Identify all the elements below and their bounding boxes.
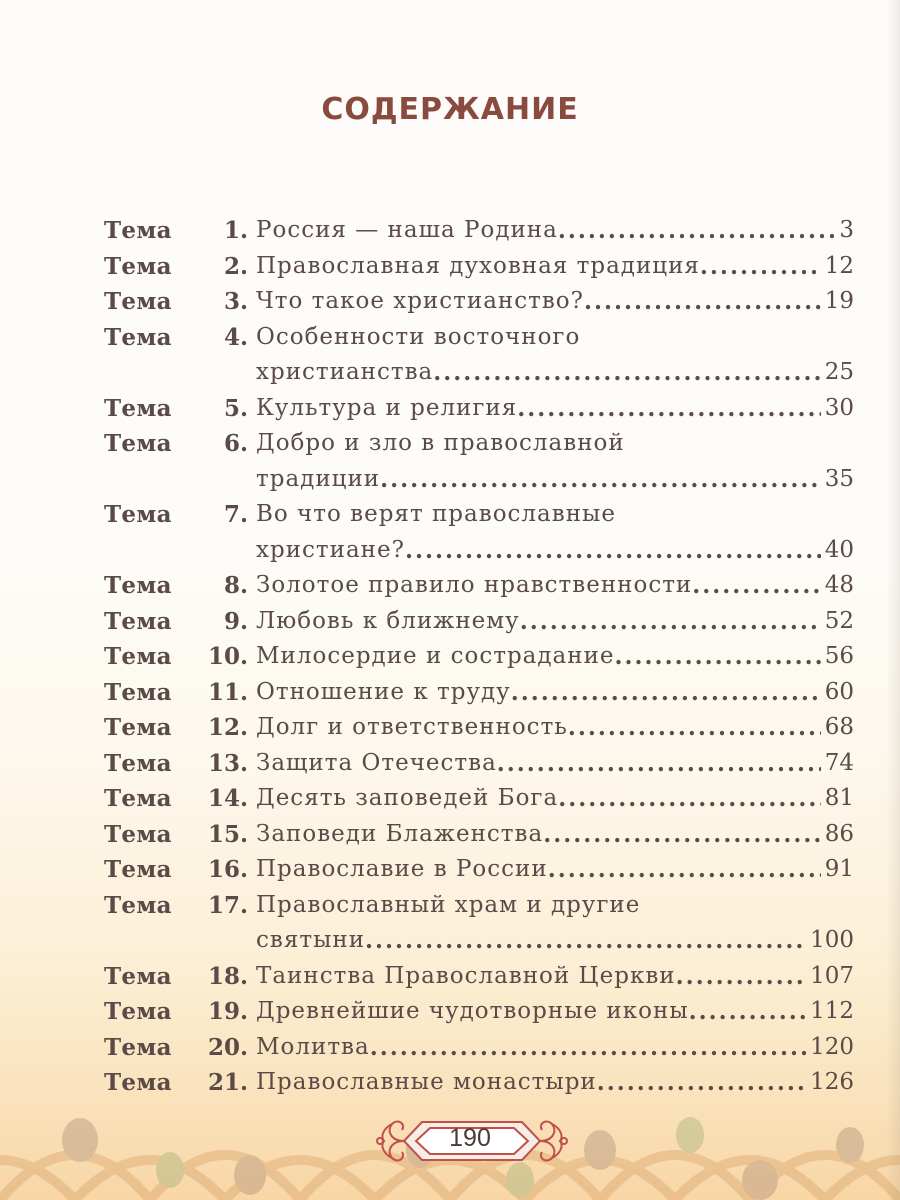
topic-label: Тема [104,394,172,422]
topic-title-line [256,284,821,320]
topic-title: Православный храм и другие [256,891,641,918]
topic-title-line [256,1030,806,1066]
page-ref: 3 [839,217,854,243]
topic-number-spacer [184,462,256,498]
topic-number-spacer [184,533,256,569]
topic-title-line [256,320,854,356]
page-ref: 91 [824,856,854,882]
dot-leader [511,675,821,711]
topic-number: 11. [207,678,248,706]
topic-number: 19. [207,998,248,1025]
page-ref: 56 [824,643,854,669]
topic-number: 14. [207,785,248,812]
toc-entry[interactable] [104,781,854,817]
topic-title: Что такое христианство? [256,288,584,314]
dot-leader [548,852,821,888]
page-ref: 112 [810,998,854,1024]
topic-label: Тема [104,607,172,635]
topic-number-spacer [184,923,256,959]
topic-title: Десять заповедей Бога [256,785,559,811]
topic-label: Тема [104,749,172,777]
topic-title: Молитва [256,1033,370,1060]
topic-number: 7. [223,501,248,528]
topic-number: 16. [207,856,248,883]
page-ref: 81 [824,785,854,811]
toc-entry[interactable] [104,888,854,924]
table-of-contents [104,213,854,1101]
topic-number: 15. [207,820,248,848]
topic-title: Древнейшие чудотворные иконы [256,998,689,1024]
page-ref: 120 [810,1033,854,1060]
topic-label: Тема [104,323,172,351]
topic-label-spacer [104,462,184,498]
topic-title-line [256,746,821,782]
page-ref: 74 [824,749,854,776]
page-ref: 48 [824,572,854,598]
dot-leader [365,923,806,959]
topic-title-line [256,710,821,746]
topic-number: 21. [207,1069,248,1096]
dot-leader [517,391,820,427]
topic-title-line [256,426,854,462]
dot-leader [558,781,821,817]
topic-title-line [256,639,821,675]
dot-leader [700,249,821,285]
topic-label: Тема [104,1033,172,1061]
toc-entry[interactable] [104,568,854,604]
topic-label: Тема [104,501,172,528]
topic-number: 1. [223,217,248,244]
toc-entry[interactable] [104,675,854,711]
topic-label-spacer [104,923,184,959]
topic-title: Православная духовная традиция [256,252,700,279]
topic-label: Тема [104,714,172,741]
topic-title-line [256,817,821,853]
dot-leader [676,959,806,995]
topic-title: Особенности восточного [256,323,581,350]
page-edge-shadow [886,0,900,1200]
topic-title-line [256,604,821,640]
topic-label: Тема [104,217,172,244]
toc-entry[interactable] [104,852,854,888]
topic-number: 3. [223,288,248,315]
page-ref: 30 [824,394,854,421]
topic-title: Россия — наша Родина [256,217,558,243]
toc-entry[interactable] [104,994,854,1030]
topic-number: 18. [207,962,248,990]
toc-entry[interactable] [104,320,854,356]
topic-title-line [256,781,821,817]
topic-label: Тема [104,891,172,919]
toc-entry-continuation[interactable] [104,533,854,569]
topic-title-continued: христиане? [256,536,405,563]
topic-title-line [256,249,821,285]
topic-number: 20. [207,1033,248,1061]
topic-title: Защита Отечества [256,749,497,776]
toc-entry-continuation[interactable] [104,923,854,959]
topic-title: Долг и ответственность [256,714,568,740]
topic-number: 5. [223,394,248,422]
toc-entry[interactable] [104,604,854,640]
topic-title-line [256,391,821,427]
page-ref: 68 [824,714,854,740]
topic-title: Православие в России [256,856,548,882]
page-ref: 60 [824,678,854,705]
topic-number: 9. [223,607,248,635]
toc-entry[interactable] [104,639,854,675]
dot-leader [433,355,820,391]
topic-title: Золотое правило нравственности [256,572,693,598]
topic-title-line [256,923,806,959]
dot-leader [380,462,821,498]
topic-number: 10. [207,643,248,670]
topic-title-continued: христианства [256,359,434,385]
topic-title: Отношение к труду [256,678,511,705]
toc-entry[interactable] [104,959,854,995]
toc-entry[interactable] [104,710,854,746]
topic-title-line [256,852,821,888]
topic-label: Тема [104,1069,172,1096]
topic-number: 8. [223,572,248,599]
topic-title-line [256,959,806,995]
topic-title: Православные монастыри [256,1069,597,1095]
topic-title: Во что верят православные [256,501,616,527]
topic-title-line [256,888,854,924]
dot-leader [568,710,821,746]
toc-entry[interactable] [104,817,854,853]
topic-label: Тема [104,572,172,599]
page-ref: 107 [810,962,854,989]
topic-title-continued: святыни [256,927,366,953]
topic-label: Тема [104,678,172,706]
topic-title: Милосердие и сострадание [256,643,615,669]
dot-leader [584,284,821,320]
topic-number: 13. [207,749,248,777]
topic-label: Тема [104,643,172,670]
topic-number: 2. [223,252,248,280]
topic-number: 6. [223,430,248,457]
topic-title: Добро и зло в православной [256,430,625,456]
page-ref: 25 [824,359,854,385]
page-ref: 40 [824,536,854,563]
dot-leader [370,1030,806,1066]
page-number: 190 [449,1124,491,1152]
toc-entry-continuation[interactable] [104,355,854,391]
topic-number-spacer [184,355,256,391]
page-ref: 86 [824,820,854,847]
toc-entry[interactable] [104,497,854,533]
topic-number: 17. [207,891,248,919]
topic-label: Тема [104,856,172,883]
page-ref: 126 [810,1069,854,1095]
toc-entry[interactable] [104,1030,854,1066]
page-ref: 35 [824,465,854,492]
topic-label-spacer [104,533,184,569]
topic-title-continued: традиции [256,465,381,492]
toc-entry[interactable] [104,426,854,462]
page-ref: 12 [824,252,854,279]
topic-label: Тема [104,430,172,457]
dot-leader [558,213,836,249]
topic-title-line [256,497,854,533]
dot-leader [543,817,821,853]
topic-label: Тема [104,785,172,812]
toc-entry-continuation[interactable] [104,462,854,498]
topic-label: Тема [104,252,172,280]
topic-label: Тема [104,962,172,990]
topic-title-line [256,213,835,249]
dot-leader [497,746,821,782]
topic-title-line [256,994,806,1030]
toc-entry[interactable] [104,746,854,782]
topic-title-line [256,462,821,498]
topic-title: Заповеди Блаженства [256,820,544,847]
dot-leader [405,533,821,569]
topic-number: 12. [207,714,248,741]
topic-label-spacer [104,355,184,391]
page-ref: 100 [810,927,854,953]
topic-number: 4. [223,323,248,351]
topic-title-line [256,533,821,569]
topic-label: Тема [104,998,172,1025]
topic-title: Культура и религия [256,394,518,421]
page-ref: 52 [824,607,854,634]
toc-entry[interactable] [104,284,854,320]
page-ref: 19 [824,288,854,314]
dot-leader [689,994,806,1030]
topic-title-line [256,675,821,711]
topic-title-line [256,355,821,391]
toc-entry[interactable] [104,213,854,249]
topic-title: Таинства Православной Церкви [256,962,676,989]
topic-label: Тема [104,820,172,848]
dot-leader [615,639,821,675]
toc-entry[interactable] [104,249,854,285]
dot-leader [520,604,821,640]
page-title: СОДЕРЖАНИЕ [321,92,579,128]
topic-label: Тема [104,288,172,315]
topic-title-line [256,568,821,604]
topic-title: Любовь к ближнему [256,607,520,634]
toc-entry[interactable] [104,391,854,427]
dot-leader [692,568,820,604]
